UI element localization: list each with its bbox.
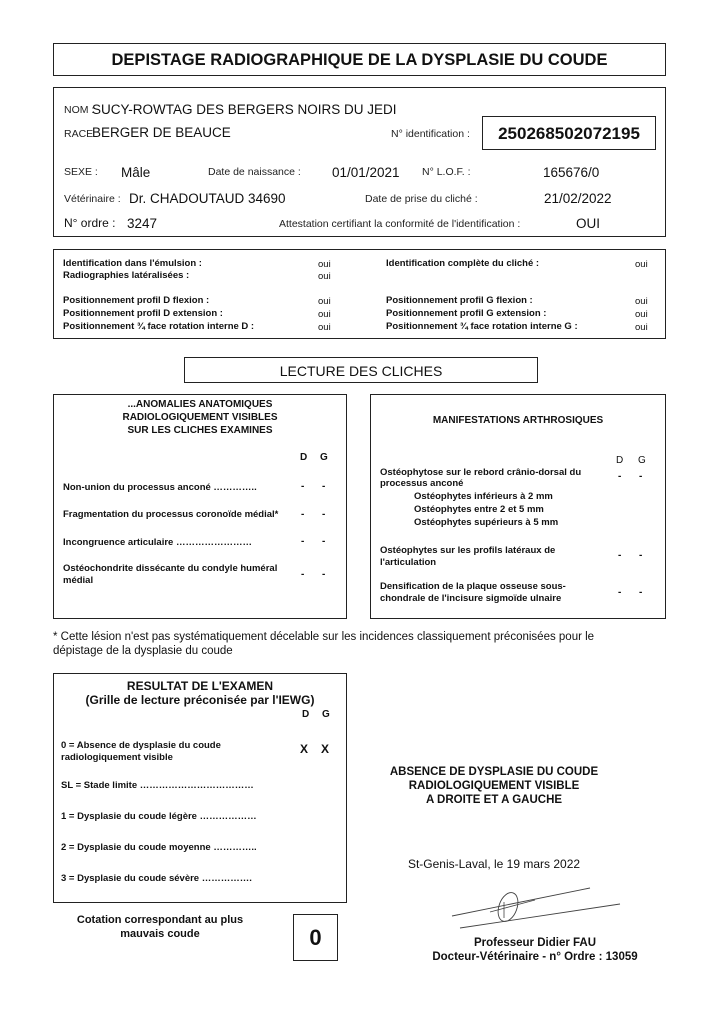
vet-label: Vétérinaire : <box>64 193 121 205</box>
conclusion-text: A DROITE ET A GAUCHE <box>425 794 563 806</box>
conclusion-text: ABSENCE DE DYSPLASIE DU COUDE <box>389 766 599 778</box>
anomaly-label: Ostéochondrite dissécante du condyle huméral <box>63 563 278 574</box>
arthrose-sublabel: Ostéophytes entre 2 et 5 mm <box>414 504 544 515</box>
arthrose-title: MANIFESTATIONS ARTHROSIQUES <box>432 415 604 426</box>
check-left-value: oui <box>318 309 331 320</box>
anomaly-g: - <box>322 569 326 580</box>
anomalies-title: ...ANOMALIES ANATOMIQUES <box>127 399 273 410</box>
check-left-label: Positionnement profil D extension : <box>63 308 223 319</box>
id-number: 250268502072195 <box>498 124 640 143</box>
col-g-header: G <box>322 709 330 720</box>
cliche-date-value: 21/02/2022 <box>544 191 612 206</box>
footnote: * Cette lésion n'est pas systématiquement décelable sur les incidences classiquement préconisées pour le <box>53 631 595 643</box>
arthrose-label: Ostéophytose sur le rebord crânio-dorsal du <box>380 467 582 478</box>
check-left-label: Positionnement profil D flexion : <box>63 295 210 306</box>
lecture-title: LECTURE DES CLICHES <box>279 363 443 379</box>
arthrose-box <box>370 394 666 619</box>
conclusion-text: RADIOLOGIQUEMENT VISIBLE <box>408 780 580 792</box>
arthrose-g: - <box>639 587 643 598</box>
arthrose-sublabel: Ostéophytes supérieurs à 5 mm <box>414 517 559 528</box>
arthrose-sublabel: Ostéophytes inférieurs à 2 mm <box>414 491 553 502</box>
col-g-header: G <box>638 455 646 466</box>
ordre-value: 3247 <box>127 216 158 231</box>
anomaly-d: - <box>301 481 305 492</box>
check-left-label: Positionnement ¾ face rotation interne D : <box>63 321 255 332</box>
col-d-header: D <box>300 452 308 463</box>
anomaly-g: - <box>322 536 326 547</box>
resultat-title: (Grille de lecture préconisée par l'IEWG) <box>85 693 315 707</box>
sexe-label: SEXE : <box>64 166 98 178</box>
anomaly-d: - <box>301 536 305 547</box>
nom-label: NOM : <box>64 104 95 116</box>
anomalies-title: SUR LES CLICHES EXAMINES <box>127 425 273 436</box>
place-date: St-Genis-Laval, le 19 mars 2022 <box>407 857 581 871</box>
arthrose-label: Ostéophytes sur les profils latéraux de <box>380 545 556 556</box>
anomaly-label: Incongruence articulaire …………………… <box>63 537 252 548</box>
col-d-header: D <box>616 455 624 466</box>
arthrose-label: chondrale de l'incisure sigmoïde ulnaire <box>380 593 562 604</box>
anomalies-title: RADIOLOGIQUEMENT VISIBLES <box>122 412 278 423</box>
arthrose-d: - <box>618 471 622 482</box>
vet-value: Dr. CHADOUTAUD 34690 <box>129 191 286 206</box>
check-right-label: Positionnement ¾ face rotation interne G : <box>386 321 578 332</box>
nom-value: SUCY-ROWTAG DES BERGERS NOIRS DU JEDI <box>92 102 397 117</box>
cotation-value: 0 <box>309 925 322 950</box>
col-d-header: D <box>302 709 310 720</box>
resultat-row-label: 0 = Absence de dysplasie du coude <box>61 740 221 751</box>
cotation-label: Cotation correspondant au plus <box>76 914 244 926</box>
anomaly-label: Fragmentation du processus coronoïde médial* <box>63 509 279 520</box>
arthrose-d: - <box>618 550 622 561</box>
id-number-box <box>482 116 656 150</box>
lecture-title-box <box>184 357 538 383</box>
check-left-value: oui <box>318 259 331 270</box>
check-left-value: oui <box>318 271 331 282</box>
resultat-row-label: SL = Stade limite ……………………………… <box>61 780 254 791</box>
anomaly-g: - <box>322 481 326 492</box>
cotation-box <box>293 914 338 961</box>
check-right-value: oui <box>635 309 648 320</box>
check-left-label: Radiographies latéralisées : <box>63 270 190 281</box>
arthrose-label: processus anconé <box>380 478 464 489</box>
arthrose-d: - <box>618 587 622 598</box>
sexe-value: Mâle <box>121 165 151 180</box>
arthrose-g: - <box>639 471 643 482</box>
check-right-value: oui <box>635 296 648 307</box>
col-g-header: G <box>320 452 328 463</box>
check-right-label: Positionnement profil G extension : <box>386 308 547 319</box>
resultat-row-label: 1 = Dysplasie du coude légère ……………… <box>61 811 257 822</box>
resultat-g-mark: X <box>321 742 330 756</box>
anomaly-d: - <box>301 509 305 520</box>
title-box <box>53 43 666 76</box>
anomalies-box <box>53 394 347 619</box>
resultat-row-label: radiologiquement visible <box>61 752 173 763</box>
checks-box <box>53 249 666 339</box>
check-left-value: oui <box>318 296 331 307</box>
race-value: BERGER DE BEAUCE <box>92 125 231 140</box>
naissance-label: Date de naissance : <box>208 166 301 178</box>
footnote: dépistage de la dysplasie du coude <box>53 645 233 657</box>
resultat-box <box>53 673 347 903</box>
signature-icon <box>440 880 640 940</box>
check-right-value: oui <box>635 259 648 270</box>
id-label: N° identification : <box>391 128 470 140</box>
resultat-title: RESULTAT DE L'EXAMEN <box>126 679 274 693</box>
anomaly-label: médial <box>63 575 94 586</box>
attestation-label: Attestation certifiant la conformité de l'identification : <box>279 218 521 230</box>
signer-title: Docteur-Vétérinaire - n° Ordre : 13059 <box>432 951 638 963</box>
anomaly-d: - <box>301 569 305 580</box>
arthrose-label: l'articulation <box>380 557 437 568</box>
arthrose-label: Densification de la plaque osseuse sous- <box>380 581 566 592</box>
anomaly-label: Non-union du processus anconé ………….. <box>63 482 257 493</box>
arthrose-g: - <box>639 550 643 561</box>
resultat-row-label: 3 = Dysplasie du coude sévère ……………. <box>61 873 252 884</box>
check-right-label: Positionnement profil G flexion : <box>386 295 533 306</box>
check-right-value: oui <box>635 322 648 333</box>
attestation-value: OUI <box>576 216 601 231</box>
resultat-row-label: 2 = Dysplasie du coude moyenne ………….. <box>61 842 257 853</box>
ordre-label: N° ordre : <box>64 216 116 230</box>
lof-value: 165676/0 <box>543 165 600 180</box>
cliche-date-label: Date de prise du cliché : <box>365 193 478 205</box>
check-right-label: Identification complète du cliché : <box>386 258 540 269</box>
resultat-d-mark: X <box>300 742 309 756</box>
lof-label: N° L.O.F. : <box>422 166 471 178</box>
signer-name: Professeur Didier FAU <box>473 937 597 949</box>
page-title: DEPISTAGE RADIOGRAPHIQUE DE LA DYSPLASIE DU COUDE <box>111 51 608 69</box>
anomaly-g: - <box>322 509 326 520</box>
identity-box <box>53 87 666 237</box>
check-left-value: oui <box>318 322 331 333</box>
check-left-label: Identification dans l'émulsion : <box>63 258 202 269</box>
race-label: RACE <box>64 128 94 140</box>
cotation-label: mauvais coude <box>120 928 200 940</box>
naissance-value: 01/01/2021 <box>332 165 400 180</box>
